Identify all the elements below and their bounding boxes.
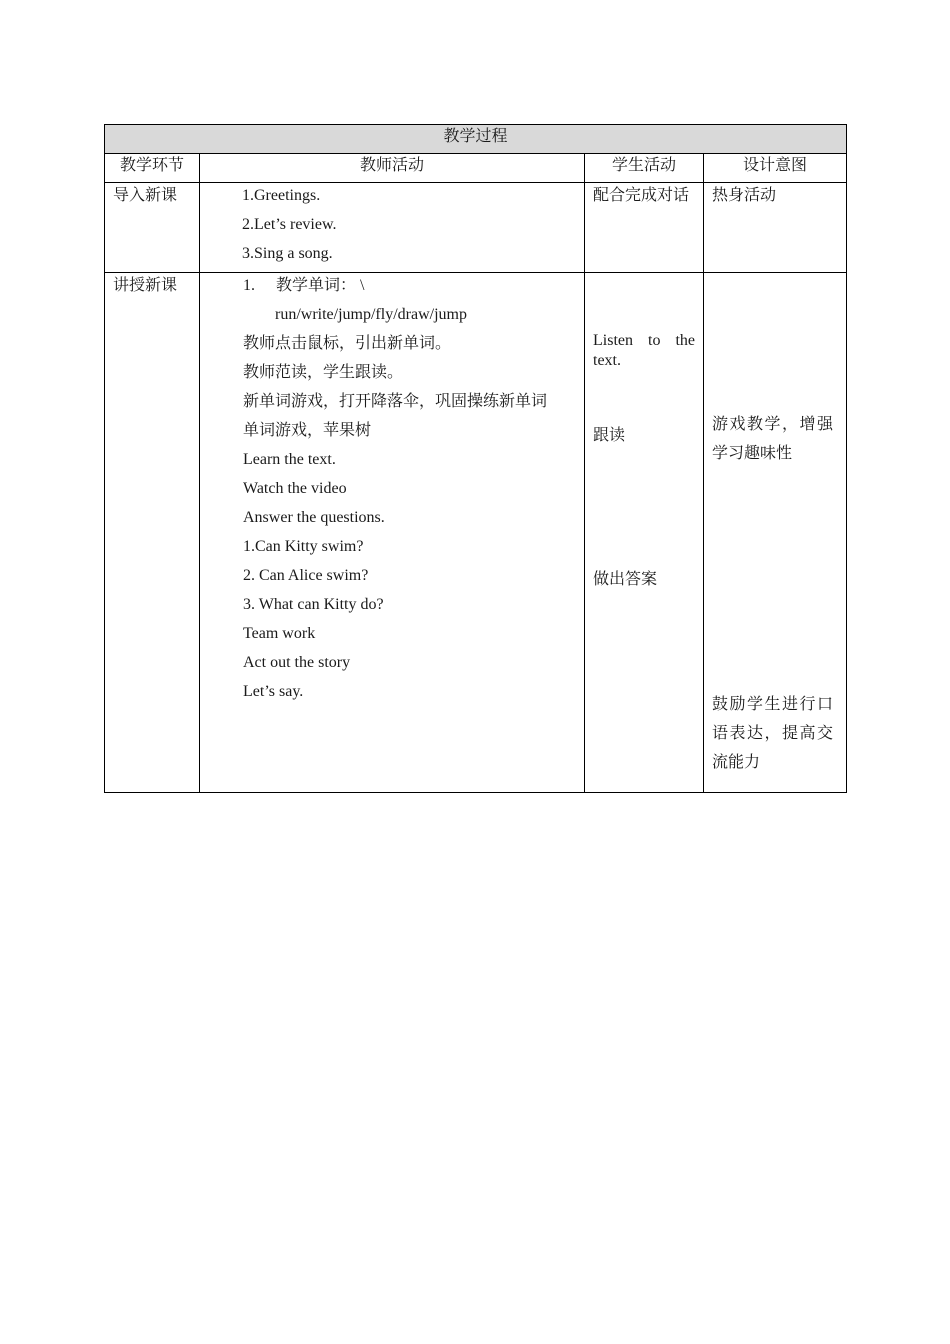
design-intent-text: 热身活动 (712, 187, 777, 204)
list-item: 3. What can Kitty do? (243, 596, 384, 613)
teacher-activity-cell (200, 273, 585, 793)
stage-label: 讲授新课 (113, 277, 178, 294)
stage-cell (105, 273, 200, 793)
header-stage: 教学环节 (105, 154, 200, 183)
header-design-intent: 设计意图 (704, 154, 847, 183)
design-intent-line: 语表达，提高交 (712, 725, 835, 742)
student-follow-text: 跟读 (593, 427, 626, 444)
list-item: Answer the questions. (243, 509, 385, 526)
list-item: 新单词游戏，打开降落伞，巩固操练新单词 (243, 393, 548, 410)
student-listen-line-2: text. (593, 352, 621, 369)
list-item: Team work (243, 625, 316, 642)
list-item (243, 273, 584, 304)
header-student-activity: 学生活动 (585, 154, 704, 183)
student-answer-text: 做出答案 (593, 571, 658, 588)
student-listen-line: Listen to the (593, 332, 695, 349)
design-intent-line: 学习趣味性 (712, 445, 793, 462)
design-intent-line: 游戏教学，增强 (712, 416, 835, 433)
design-intent-line: 鼓励学生进行口 (712, 696, 835, 713)
table-row (105, 273, 847, 793)
student-activity-text: 配合完成对话 (593, 187, 690, 204)
stage-cell (105, 183, 200, 273)
list-item: 2. Can Alice swim? (243, 567, 369, 584)
stage-label: 导入新课 (113, 187, 178, 204)
student-activity-cell (585, 183, 704, 273)
table-title: 教学过程 (105, 125, 847, 154)
vocab-word-list: run/write/jump/fly/draw/jump (275, 306, 467, 323)
header-row (105, 154, 847, 183)
list-item: 1.Greetings. (242, 187, 321, 204)
teacher-activity-cell (200, 183, 585, 273)
header-teacher-activity: 教师活动 (200, 154, 585, 183)
design-intent-cell (704, 273, 847, 793)
list-item: 3.Sing a song. (242, 245, 333, 262)
list-item: Learn the text. (243, 451, 336, 468)
list-item: Let’s say. (243, 683, 304, 700)
list-item: 教师范读，学生跟读。 (243, 364, 404, 381)
list-item: 教师点击鼠标，引出新单词。 (243, 335, 452, 352)
list-item: 单词游戏，苹果树 (243, 422, 372, 439)
list-item: Act out the story (243, 654, 351, 671)
teaching-process-table (104, 124, 847, 793)
list-item: 2.Let’s review. (242, 216, 337, 233)
student-activity-cell (585, 273, 704, 793)
table-row (105, 183, 847, 273)
list-item: 1.Can Kitty swim? (243, 538, 364, 555)
list-item-text: 教学单词： \ (276, 277, 365, 294)
list-item: Watch the video (243, 480, 347, 497)
design-intent-line: 流能力 (712, 754, 761, 771)
list-number: 1. (243, 277, 255, 294)
design-intent-cell (704, 183, 847, 273)
